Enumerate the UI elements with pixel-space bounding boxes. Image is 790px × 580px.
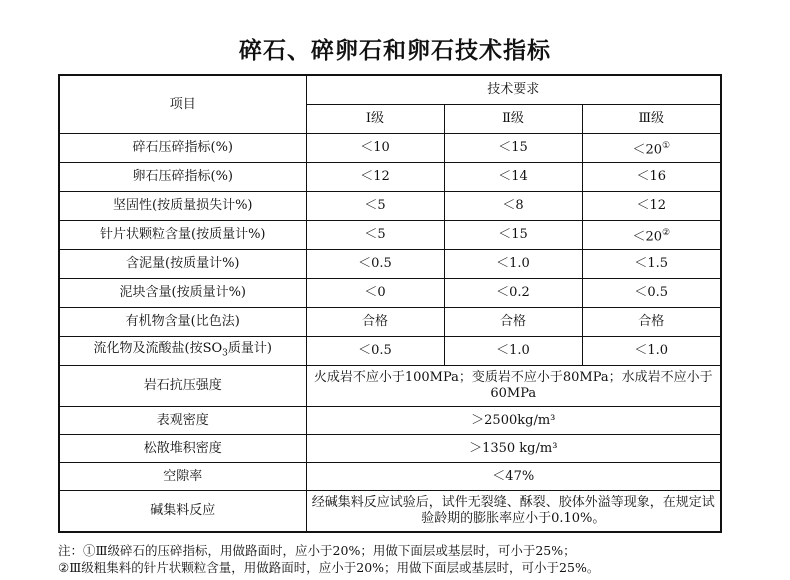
row-label: 泥块含量(按质量计%) <box>59 279 306 308</box>
table-row <box>59 279 721 308</box>
table-row <box>59 435 721 463</box>
header-requirement: 技术要求 <box>306 75 721 105</box>
grade-1-value: ＜12 <box>306 163 444 192</box>
footnote-2: ②Ⅲ级粗集料的针片状颗粒含量，用做路面时，应小于20%；用做下面层或基层时，可小于25%。 <box>58 560 600 575</box>
grade-3-value: ＜0.5 <box>582 279 721 308</box>
table-row <box>59 221 721 250</box>
table-row <box>59 491 721 533</box>
grade-1-value: ＜5 <box>306 192 444 221</box>
table-row <box>59 463 721 491</box>
merged-value: ＞2500kg/m³ <box>306 407 721 435</box>
header-grade-1: Ⅰ级 <box>306 105 444 134</box>
row-label: 岩石抗压强度 <box>59 366 306 407</box>
grade-2-value: ＜0.2 <box>444 279 582 308</box>
footnotes <box>58 542 778 576</box>
row-label: 流化物及流酸盐(按$SO_3$质量计) <box>59 337 306 366</box>
footnote-1: 注：①Ⅲ级碎石的压碎指标，用做路面时，应小于20%；用做下面层或基层时，可小于25%； <box>58 543 576 558</box>
grade-1-value: ＜0 <box>306 279 444 308</box>
grade-2-value: ＜8 <box>444 192 582 221</box>
grade-2-value: ＜15 <box>444 221 582 250</box>
row-label: 坚固性(按质量损失计%) <box>59 192 306 221</box>
note-marker: ① <box>661 140 671 151</box>
table-row <box>59 250 721 279</box>
header-grade-3: Ⅲ级 <box>582 105 721 134</box>
grade-2-value: ＜1.0 <box>444 250 582 279</box>
row-label: 卵石压碎指标(%) <box>59 163 306 192</box>
page-title: 碎石、碎卵石和卵石技术指标 <box>239 38 551 64</box>
merged-value: ＜47% <box>306 463 721 491</box>
header-item: 项目 <box>59 75 306 134</box>
grade-3-value: ＜1.5 <box>582 250 721 279</box>
table-row <box>59 134 721 163</box>
grade-2-value: ＜15 <box>444 134 582 163</box>
grade-3-value: ＜16 <box>582 163 721 192</box>
row-label: 空隙率 <box>59 463 306 491</box>
row-label: 含泥量(按质量计%) <box>59 250 306 279</box>
table-row <box>59 366 721 407</box>
note-marker: ② <box>661 227 671 238</box>
grade-3-value: ＜1.0 <box>582 337 721 366</box>
row-label: 松散堆积密度 <box>59 435 306 463</box>
header-grade-2: Ⅱ级 <box>444 105 582 134</box>
grade-1-value: ＜0.5 <box>306 250 444 279</box>
table-row <box>59 407 721 435</box>
table-row <box>59 337 721 366</box>
row-label: 碱集料反应 <box>59 491 306 533</box>
grade-2-value: ＜14 <box>444 163 582 192</box>
row-label: 有机物含量(比色法) <box>59 308 306 337</box>
table-row <box>59 192 721 221</box>
merged-value: ＞1350 kg/m³ <box>306 435 721 463</box>
merged-value: 火成岩不应小于100MPa；变质岩不应小于80MPa；水成岩不应小于60MPa <box>306 366 721 407</box>
grade-3-value: ＜20① <box>582 134 721 163</box>
table-row <box>59 308 721 337</box>
merged-value: 经碱集料反应试验后，试件无裂缝、酥裂、胶体外溢等现象，在规定试验龄期的膨胀率应小于0.10%。 <box>306 491 721 533</box>
spec-table <box>58 74 722 533</box>
grade-2-value: 合格 <box>444 308 582 337</box>
grade-3-value: ＜20② <box>582 221 721 250</box>
grade-1-value: ＜10 <box>306 134 444 163</box>
grade-3-value: ＜12 <box>582 192 721 221</box>
grade-1-value: 合格 <box>306 308 444 337</box>
grade-3-value: 合格 <box>582 308 721 337</box>
row-label: 针片状颗粒含量(按质量计%) <box>59 221 306 250</box>
grade-2-value: ＜1.0 <box>444 337 582 366</box>
grade-1-value: ＜0.5 <box>306 337 444 366</box>
row-label: 碎石压碎指标(%) <box>59 134 306 163</box>
table-row <box>59 163 721 192</box>
row-label: 表观密度 <box>59 407 306 435</box>
grade-1-value: ＜5 <box>306 221 444 250</box>
